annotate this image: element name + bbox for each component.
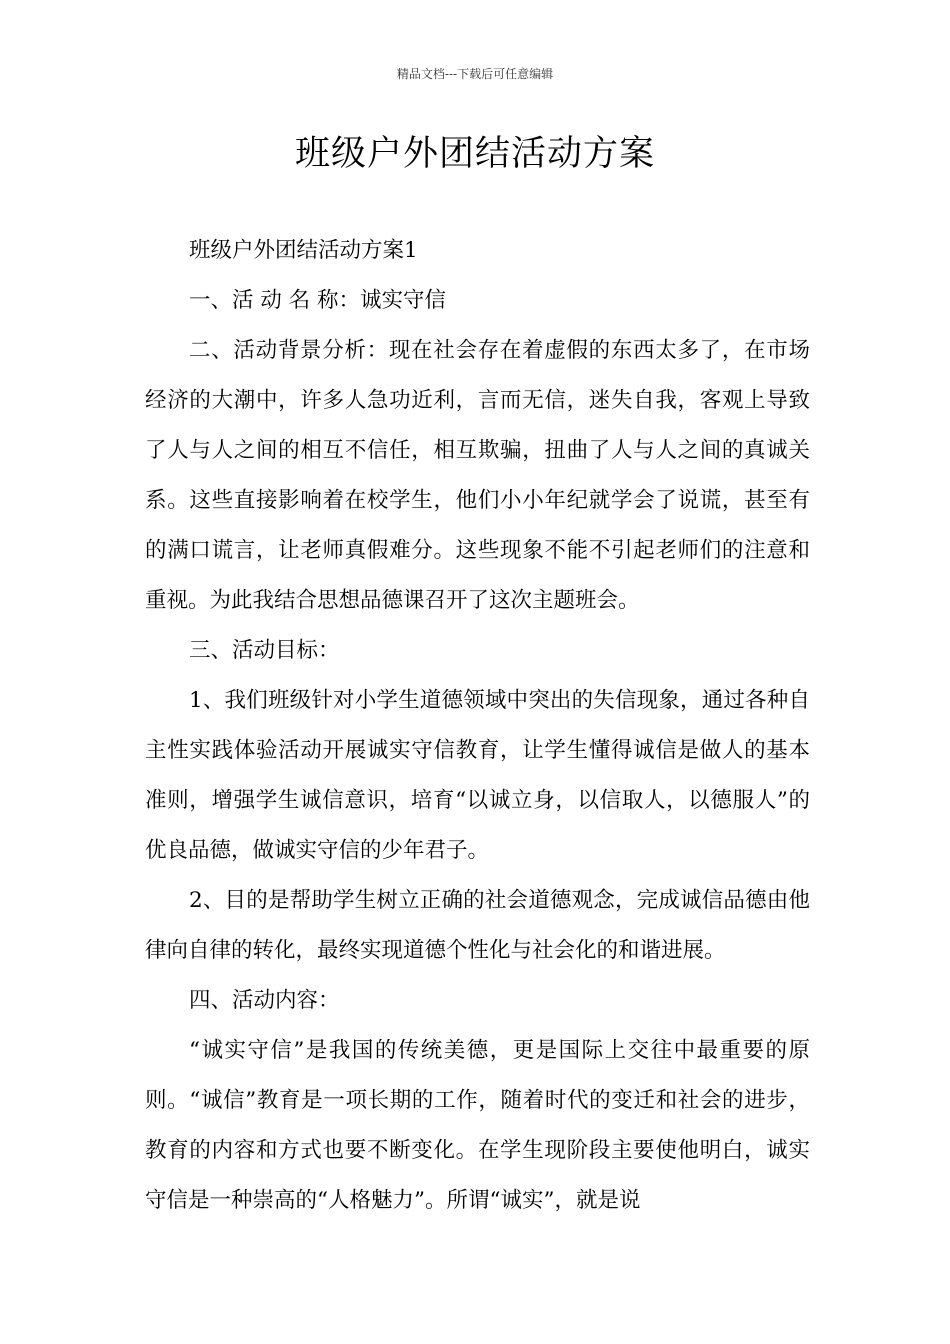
paragraph-goals-heading: 三、活动目标： [189,638,340,663]
paragraph-content: “诚实守信”是我国的传统美德，更是国际上交往中最重要的原则。“诚信”教育是一项长期的工作，随着时代的变迁和社会的进步，教育的内容和方式也要不断变化。在学生现阶段主要使他明白，诚实守信是一种崇高的“人格魅力”。所谓“诚实”，就是说 [145,1038,810,1213]
document-title: 班级户外团结活动方案 [294,134,655,174]
paragraph-content-heading: 四、活动内容： [189,988,340,1013]
paragraph-activity-name: 一、活 动 名 称：诚实守信 [189,288,447,313]
document-body [145,226,810,1226]
paragraph-goal-1: 1、我们班级针对小学生道德领域中突出的失信现象，通过各种自主性实践体验活动开展诚实守信教育，让学生懂得诚信是做人的基本准则，增强学生诚信意识，培育“以诚立身，以信取人，以德服人”的优良品德，做诚实守信的少年君子。 [145,688,810,863]
paragraph-subtitle: 班级户外团结活动方案1 [189,238,418,263]
paragraph-goal-2: 2、目的是帮助学生树立正确的社会道德观念，完成诚信品德由他律向自律的转化，最终实现道德个性化与社会化的和谐进展。 [145,888,810,963]
header-note: 精品文档---下载后可任意编辑 [396,67,554,81]
paragraph-background: 二、活动背景分析：现在社会存在着虚假的东西太多了，在市场经济的大潮中，许多人急功近利，言而无信，迷失自我，客观上导致了人与人之间的相互不信任，相互欺骗，扭曲了人与人之间的真诚关系。这些直接影响着在校学生，他们小小年纪就学会了说谎，甚至有的满口谎言，让老师真假难分。这些现象不能不引起老师们的注意和重视。为此我结合思想品德课召开了这次主题班会。 [145,338,810,613]
